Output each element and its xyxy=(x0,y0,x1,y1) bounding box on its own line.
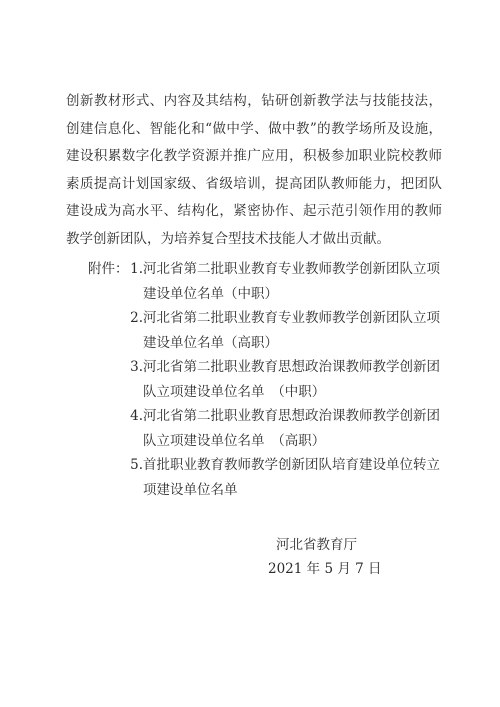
attachment-number: 4. xyxy=(130,408,143,424)
attachments-label: 附件： xyxy=(88,261,129,277)
attachment-title: 河北省第二批职业教育专业教师教学创新团队立项建设单位名单（高职） xyxy=(143,310,440,351)
attachment-title: 河北省第二批职业教育专业教师教学创新团队立项建设单位名单（中职） xyxy=(143,261,440,302)
attachment-title: 河北省第二批职业教育思想政治课教师教学创新团队立项建设单位名单 （中职） xyxy=(143,359,440,400)
attachment-item-4 xyxy=(88,404,448,453)
attachment-number: 5. xyxy=(130,457,143,473)
attachment-number: 2. xyxy=(130,310,143,326)
signature-date: 2021 年 5 月 7 日 xyxy=(268,561,382,577)
signature-organization: 河北省教育厅 xyxy=(276,537,357,553)
attachment-item-1 xyxy=(88,257,448,306)
attachment-title: 首批职业教育教师教学创新团队培育建设单位转立项建设单位名单 xyxy=(143,457,440,498)
attachment-item-2 xyxy=(88,306,448,355)
attachment-number: 3. xyxy=(130,359,143,375)
attachment-number: 1. xyxy=(130,261,143,277)
attachments-list xyxy=(88,257,448,502)
attachment-item-3 xyxy=(88,355,448,404)
body-paragraph: 创新教材形式、内容及其结构，钻研创新教学法与技能技法，创建信息化、智能化和“做中学、做中教”的教学场所及设施，建设积累数字化教学资源并推广应用，积极参加职业院校教师素质提高计划国家级、省级培训，提高团队教师能力，把团队建设成为高水平、结构化，紧密协作、起示范引领作用的教师教学创新团队，为培养复合型技术技能人才做出贡献。 xyxy=(66,93,442,247)
attachment-item-5 xyxy=(88,453,448,502)
attachment-title: 河北省第二批职业教育思想政治课教师教学创新团队立项建设单位名单 （高职） xyxy=(143,408,440,449)
